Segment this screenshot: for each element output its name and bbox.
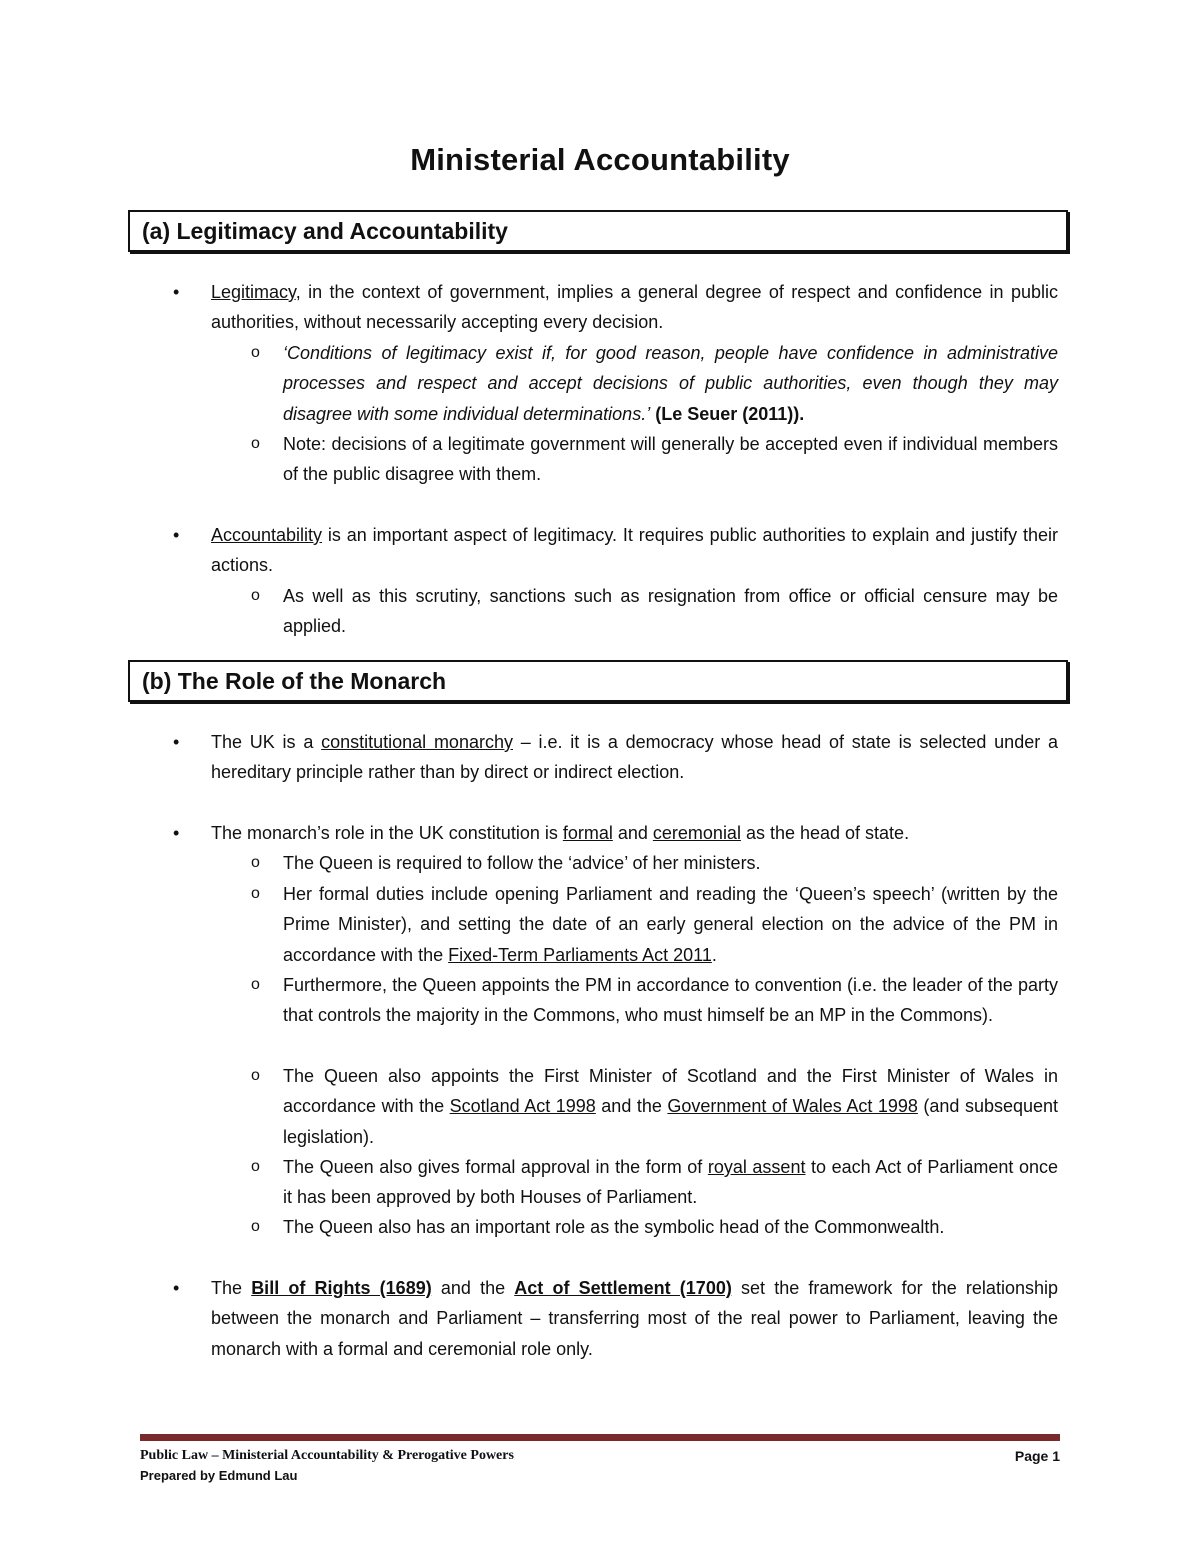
section-heading-a-text: (a) Legitimacy and Accountability xyxy=(142,218,508,244)
footer-author: Prepared by Edmund Lau xyxy=(140,1468,298,1483)
bullet-constitutional-monarchy xyxy=(211,727,1058,788)
term-ceremonial: ceremonial xyxy=(652,823,741,843)
sub-royal-assent xyxy=(283,1152,1058,1213)
term-act-of-settlement: Act of Settlement (1700) xyxy=(514,1278,732,1298)
sub-text: to each Act of Parliament once it has been approved by both Houses of Parliament. xyxy=(283,1157,1058,1208)
sub-text: . xyxy=(711,944,717,965)
footer xyxy=(140,1448,1060,1464)
bullet-accountability xyxy=(211,520,1058,581)
sub-advice xyxy=(283,848,1058,878)
sub-text: The Queen also appoints the First Minister of Scotland and the First Minister of Wales in accordance with the xyxy=(283,1066,1058,1117)
sub-text: Furthermore, the Queen appoints the PM in accordance to convention (i.e. the leader of the party that controls the majority in the Commons, who must himself be an MP in the Commons). xyxy=(283,975,1058,1026)
sub-text: and the xyxy=(595,1096,668,1117)
section-heading-b-text: (b) The Role of the Monarch xyxy=(142,668,447,694)
sub-text: The Queen also has an important role as the symbolic head of the Commonwealth. xyxy=(283,1217,945,1237)
sub-formal-duties xyxy=(283,879,1058,970)
bullet-text: The xyxy=(211,1278,252,1298)
document-title: Ministerial Accountability xyxy=(410,142,790,177)
bullet-text: is an important aspect of legitimacy. It requires public authorities to explain and justify their actions. xyxy=(211,525,1058,576)
bullet-text: – i.e. it is a democracy whose head of state is selected under a hereditary principle rather than by direct or indirect election. xyxy=(211,732,1058,783)
quote-text: ‘Conditions of legitimacy exist if, for good reason, people have confidence in administrative processes and respect and accept decisions of public authorities, even though they may disagree with some individual determinations.’ xyxy=(283,343,1058,424)
sub-commonwealth xyxy=(283,1212,1058,1242)
term-bill-of-rights: Bill of Rights (1689) xyxy=(251,1278,432,1298)
sub-quote-le-seuer xyxy=(283,338,1058,429)
link-wales-act: Government of Wales Act 1998 xyxy=(667,1096,918,1117)
section-heading-a xyxy=(128,210,1068,252)
link-fixed-term-act: Fixed-Term Parliaments Act 2011 xyxy=(448,944,712,965)
sub-text: Her formal duties include opening Parliament and reading the ‘Queen’s speech’ (written by the Prime Minister), and setting the date of an early general election on the advice of the PM in accordance with the xyxy=(283,884,1058,965)
term-constitutional-monarchy: constitutional monarchy xyxy=(321,732,513,752)
sub-text: The Queen also gives formal approval in the form of xyxy=(283,1157,708,1177)
bullet-text: The monarch’s role in the UK constitution is xyxy=(211,823,563,843)
bullet-monarch-role xyxy=(211,818,1058,848)
link-scotland-act: Scotland Act 1998 xyxy=(449,1096,596,1117)
bullet-text: The UK is a xyxy=(211,732,322,752)
sub-appoints-pm xyxy=(283,970,1058,1031)
sub-text: (and subsequent legislation). xyxy=(283,1096,1059,1147)
term-legitimacy: Legitimacy xyxy=(211,282,296,302)
page-number: Page 1 xyxy=(1014,1448,1060,1464)
bullet-text: set the framework for the relationship between the monarch and Parliament – transferring most of the real power to Parliament, leaving the monarch with a formal and ceremonial role only. xyxy=(211,1278,1058,1359)
bullet-text: and xyxy=(612,823,653,843)
sub-text: The Queen is required to follow the ‘advice’ of her ministers. xyxy=(283,853,761,873)
bullet-text: , in the context of government, implies a general degree of respect and confidence in public authorities, without necessarily accepting every decision. xyxy=(211,282,1058,333)
sub-scrutiny xyxy=(283,581,1058,642)
bullet-text: and the xyxy=(431,1278,515,1298)
footer-rule xyxy=(140,1434,1060,1441)
sub-text: As well as this scrutiny, sanctions such as resignation from office or official censure may be applied. xyxy=(283,586,1058,637)
sub-first-ministers xyxy=(283,1061,1058,1152)
term-royal-assent: royal assent xyxy=(707,1157,806,1177)
section-heading-b xyxy=(128,660,1068,702)
bullet-text: as the head of state. xyxy=(740,823,910,843)
bullet-bill-of-rights xyxy=(211,1273,1058,1364)
sub-note xyxy=(283,429,1058,490)
footer-title: Public Law – Ministerial Accountability & Prerogative Powers xyxy=(140,1448,514,1463)
citation: (Le Seuer (2011)). xyxy=(650,403,805,424)
term-accountability: Accountability xyxy=(211,525,323,545)
term-formal: formal xyxy=(562,823,613,843)
sub-text: Note: decisions of a legitimate government will generally be accepted even if individual members of the public disagree with them. xyxy=(283,434,1058,485)
bullet-legitimacy xyxy=(211,277,1058,338)
